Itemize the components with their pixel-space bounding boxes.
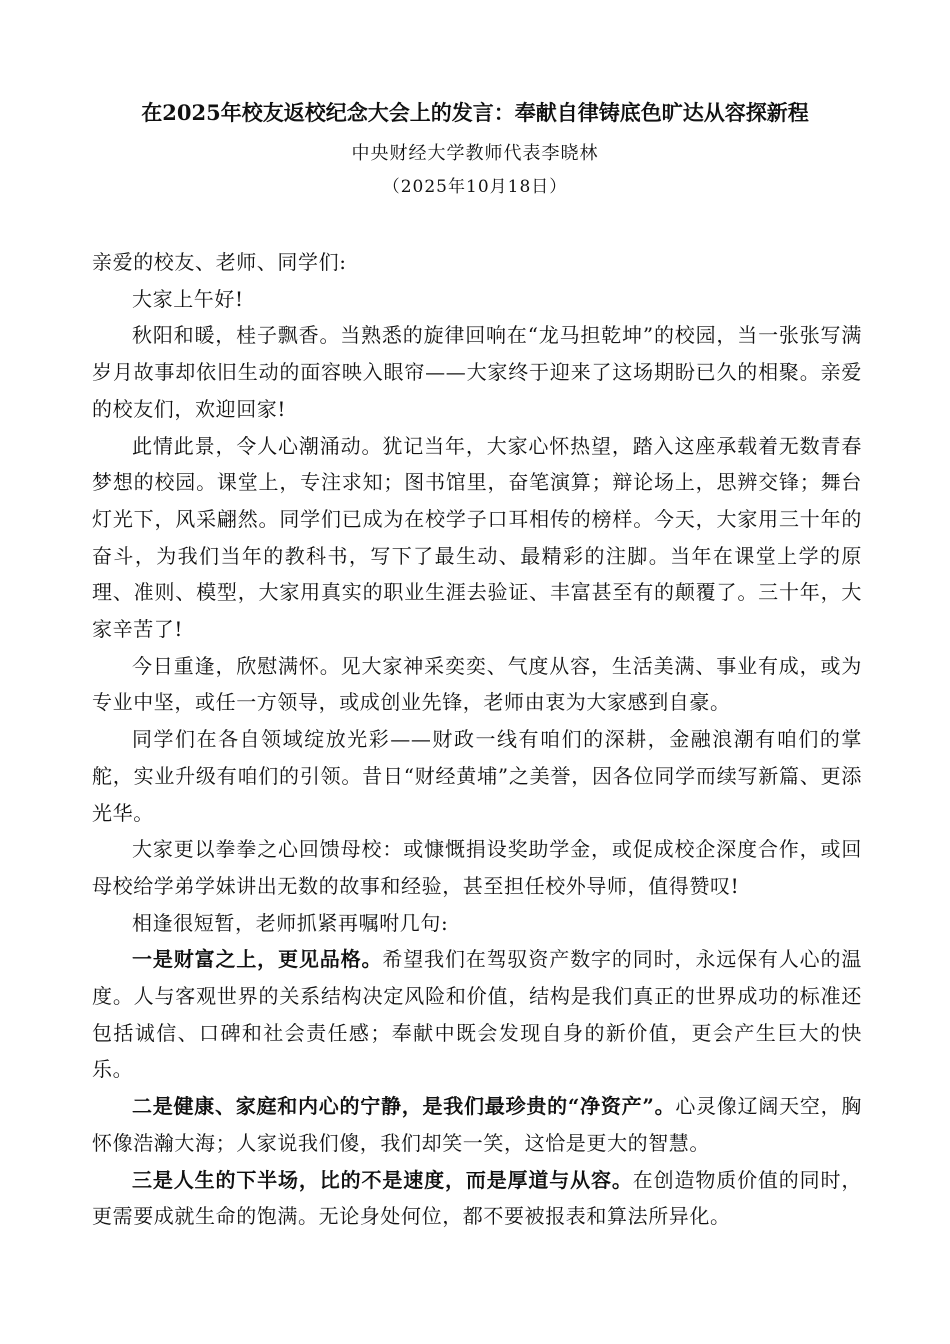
point-two xyxy=(92,1088,862,1161)
author-line: 中央财经大学教师代表李晓林 xyxy=(351,143,599,164)
point-one-text: 希望我们在驾驭资产数字的同时，永远保有人心的温度。人与客观世界的关系结构决定风险和价值，结构是我们真正的世界成功的标准还包括诚信、口碑和社会责任感；奉献中既会发现自身的新价值，更会产生巨大的快乐。 xyxy=(92,947,862,1082)
point-two-lead: 二是健康、家庭和内心的宁静，是我们最珍贵的“净资产”。 xyxy=(132,1094,676,1119)
paragraph-advice-intro: 相逢很短暂，老师抓紧再嘱咐几句: xyxy=(132,910,449,935)
paragraph-reunion: 今日重逢，欣慰满怀。见大家神采奕奕、气度从容，生活美满、事业有成，或为专业中坚，或任一方领导，或成创业先锋，老师由衷为大家感到自豪。 xyxy=(92,653,862,715)
speech-date: （2025年10月18日） xyxy=(382,177,568,197)
salutation: 亲爱的校友、老师、同学们: xyxy=(92,250,347,274)
point-two-text: 心灵像辽阔天空，胸怀像浩瀚大海；人家说我们傻，我们却笑一笑，这恰是更大的智慧。 xyxy=(92,1094,862,1155)
paragraph-welcome: 秋阳和暖，桂子飘香。当熟悉的旋律回响在“龙马担乾坤”的校园，当一张张写满岁月故事却依旧生动的面容映入眼帘——大家终于迎来了这场期盼已久的相聚。亲爱的校友们，欢迎回家! xyxy=(92,323,862,421)
paragraph-greeting: 大家上午好! xyxy=(132,286,244,311)
point-three-text: 在创造物质价值的同时，更需要成就生命的饱满。无论身处何位，都不要被报表和算法所异化。 xyxy=(92,1167,862,1229)
paragraph-memories: 此情此景，令人心潮涌动。犹记当年，大家心怀热望，踏入这座承载着无数青春梦想的校园。课堂上，专注求知；图书馆里，奋笔演算；辩论场上，思辨交锋；舞台灯光下，风采翩然。同学们已成为在校学子口耳相传的榜样。今天，大家用三十年的奋斗，为我们当年的教科书，写下了最生动、最精彩的注脚。当年在课堂上学的原理、准则、模型，大家用真实的职业生涯去验证、丰富甚至有的颠覆了。三十年，大家辛苦了! xyxy=(92,433,862,642)
point-three-lead: 三是人生的下半场，比的不是速度，而是厚道与从容。 xyxy=(132,1167,633,1192)
point-one xyxy=(92,941,862,1088)
point-three xyxy=(92,1162,862,1235)
paragraph-achievements: 同学们在各自领域绽放光彩——财政一线有咱们的深耕，金融浪潮有咱们的掌舵，实业升级有咱们的引领。昔日“财经黄埔”之美誉，因各位同学而续写新篇、更添光华。 xyxy=(92,727,862,825)
page-title: 在2025年校友返校纪念大会上的发言：奉献自律铸底色旷达从容探新程 xyxy=(141,100,809,125)
speech-body xyxy=(92,244,862,1235)
point-one-lead: 一是财富之上，更见品格。 xyxy=(132,947,383,972)
paragraph-giving-back: 大家更以拳拳之心回馈母校：或慷慨捐设奖助学金，或促成校企深度合作，或回母校给学弟学妹讲出无数的故事和经验，甚至担任校外导师，值得赞叹! xyxy=(92,837,862,898)
